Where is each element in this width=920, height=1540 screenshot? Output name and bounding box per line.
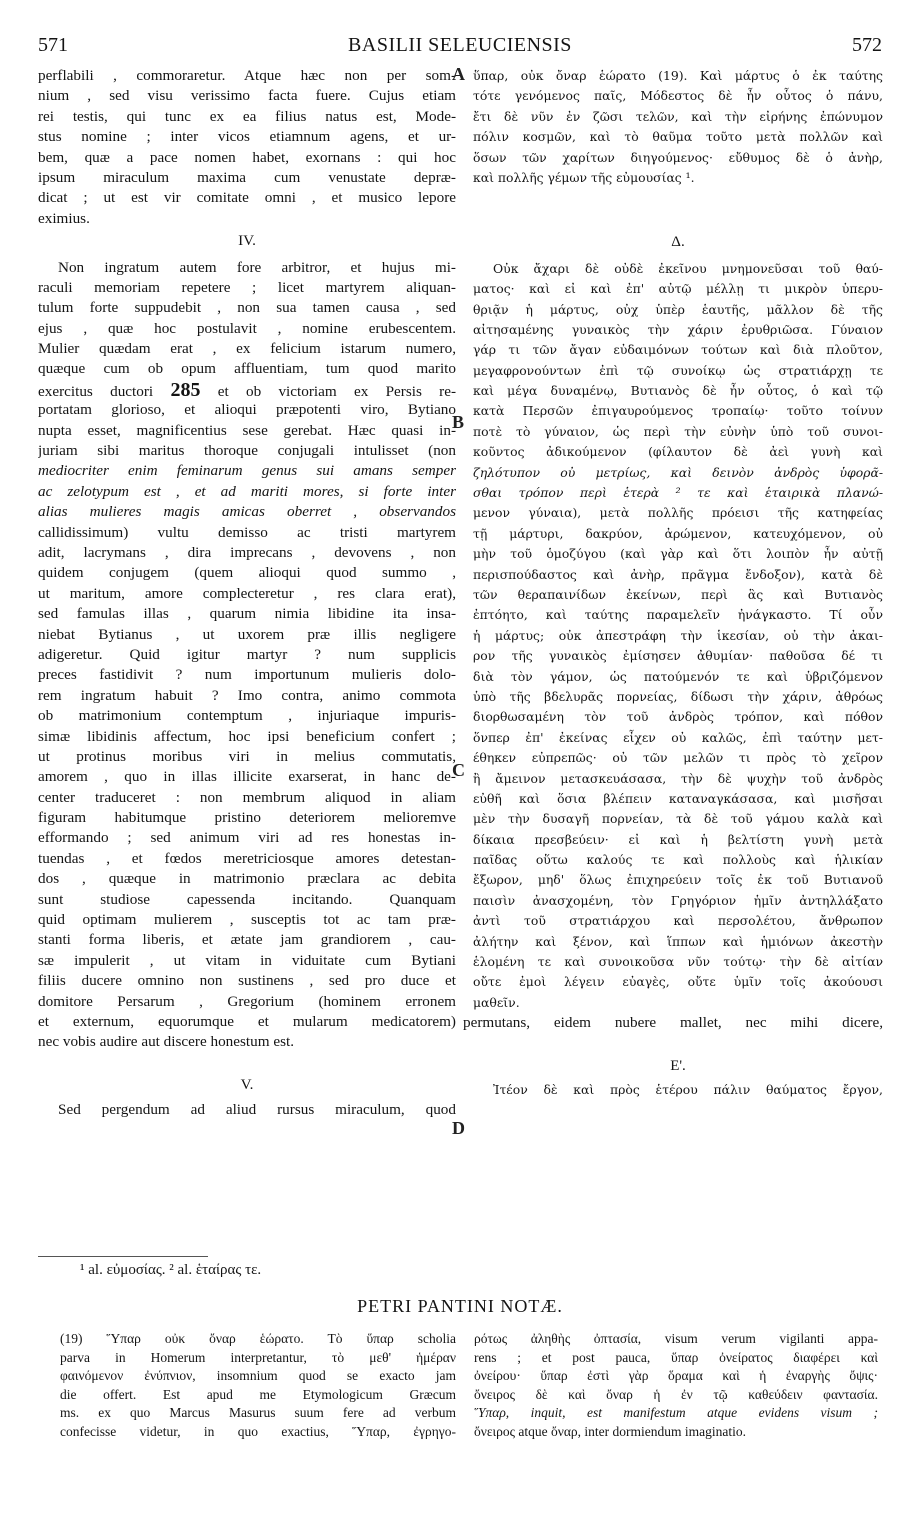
text-line: ἢ ἄμεινον μετασκευάσασα, τὴν δὲ ψυχὴν τοῦ ἀνδρὸς [473, 770, 883, 786]
text-line: αἰτησαμένης γυναικὸς τὴν χάριν ἐρυθριῶσα. Γύναιον [473, 321, 883, 337]
text-line: nupta esset, magnificentius sese gerebat. Hæc quasi in- [38, 421, 456, 439]
page-number-right: 572 [852, 34, 882, 56]
latin-column [38, 66, 456, 1120]
text-line-latin-continuation: permutans, eidem nubere mallet, nec mihi dicere, [463, 1014, 883, 1032]
text-line: ac zelotypum est , et ad mariti mores, si forte inter [38, 482, 456, 500]
text-line: ζηλότυπον οὐ μετρίως, καὶ δεινὸν ἀνδρὸς ὑφορᾶ- [473, 464, 883, 480]
latin-paragraph-1 [38, 66, 456, 229]
text-line: et externum, equorumque et mularum medicatorem) [38, 1012, 456, 1030]
text-line: Sed pergendum ad aliud rursus miraculum, quod [58, 1100, 456, 1118]
notes-title: PETRI PANTINI NOTÆ. [357, 1296, 563, 1316]
text-line: έθηκεν εὐπρεπῶς· οὐ τῶν μελῶν τι πρὸς τὸ χεῖρον [473, 750, 883, 766]
text-line: τῇ μάρτυρι, δακρύον, ἀρώμενον, κατευχόμενον, οὐ [473, 525, 883, 541]
greek-column [463, 66, 883, 1100]
text-line: efformando ; sed animum viri ad res honestas in- [38, 829, 456, 847]
text-line: περισπούδαστος καὶ ἀνὴρ, πρᾶγμα ἔνδοξον), κατὰ δὲ [473, 566, 883, 582]
inline-page-number: 285 [170, 379, 201, 401]
section-heading-v: V. [240, 1076, 254, 1094]
text-line: tulum forte suppudebit , non sua tamen causa , sed [38, 299, 456, 317]
text-line: stus nomine ; inter vicos etiamnum agens, et ur- [38, 128, 456, 146]
text-line: μεγαφρονούντων ἐπὶ τῷ συνοίκῳ ὡς στρατιάρχῃ τε [473, 362, 883, 378]
text-line: πόλιν κοσμῶν, καὶ τὸ θαῦμα τοῦτο μετὰ πολλῶν καὶ [473, 129, 883, 145]
text-line: portatam glorioso, et alioqui præpotenti viro, Bytiano [38, 401, 456, 419]
text-line: παῖδας οὕτω καλούς τε καὶ πολλοὺς καὶ ἡλικίαν [473, 852, 883, 868]
greek-paragraph-1 [473, 66, 883, 188]
text-line: ρον τῆς γυναικὸς ἐμίσησεν ἀθυμίαν· παθοῦσα δέ τι [473, 648, 883, 664]
note-line: parva in Homerum interpretantur, τὸ μεθ' ἡμέραν [60, 1349, 456, 1365]
text-line: adit, lacrymans , dira imprecans , devovens , non [38, 543, 456, 561]
running-title: BASILII SELEUCIENSIS [348, 34, 572, 56]
notes-left-column [60, 1330, 456, 1442]
note-line: ρότως ἀληθὴς ὀπτασία, visum verum vigilanti appa- [474, 1331, 878, 1346]
text-line [38, 380, 456, 400]
text-line: καὶ πολλῆς γέμων τῆς εὐμουσίας ¹. [473, 169, 695, 185]
text-line: θριᾷν ἡ μάρτυς, οὐχ ὑπὲρ ἑαυτῆς, μᾶλλον δὲ τῆς [473, 301, 883, 317]
text-line: simæ libidinis affectum, hoc ipsi beneficium confert ; [38, 727, 456, 745]
page-header [38, 34, 882, 62]
text-line: ἔτι δὲ νῦν ἐν ζῶσι τελῶν, καὶ τὴν εἰρήνης ἐπώνυμον [473, 108, 883, 124]
text-line: μὴν τοῦ ὁμοζύγου (καὶ γὰρ καὶ ὅτι λοιπὸν ἦν αὐτῇ [473, 546, 883, 562]
text-line: ὅνπερ ἐπ' ἐκείνας εἶχεν οὐ καλῶς, ἐπὶ ταύτην μετ- [473, 729, 883, 745]
text-line: κοῦντος ἀδικούμενον (φίλαυτον δὲ ἀεὶ γυνὴ καὶ [473, 444, 883, 460]
text-line: Οὐκ ἄχαρι δὲ οὐδὲ ἐκεῖνου μνημονεῦσαι τοῦ θαύ- [493, 260, 883, 276]
text-line: ipsum miraculum maxima cum venustate depræ- [38, 168, 456, 186]
text-line: ἑλομένη τε καὶ συνοικοῦσα νῦν τούτῳ· τὴν δὲ αἰτίαν [473, 954, 883, 970]
text-line: ejus , quæ hoc postulavit , nomine erubescentem. [38, 319, 456, 337]
text-line: ἀντὶ τοῦ στρατιάρχου καὶ περσολέτου, ἄνθρωπον [473, 913, 883, 929]
text-line: μαθεῖν. [473, 994, 520, 1010]
text-line: ἐπτόητο, καὶ ταύτης παραμελεῖν ἠνάγκαστο. Τί οὖν [473, 607, 883, 623]
text-line: amorem , quo in illas illicite exarserat, in hanc de- [38, 768, 456, 786]
text-line: ὅσων τῶν χαρίτων διηγούμενος· εὔθυμος δὲ ὁ ἀνὴρ, [473, 149, 883, 165]
text-line: Ἰτέον δὲ καὶ πρὸς ἑτέρου πάλιν θαύματος ἔργον, [493, 1081, 883, 1097]
text-line: ὑπὸ τῆς βδελυρᾶς πορνείας, δίδωσι τὴν χάριν, ἀθρόως [473, 688, 883, 704]
note-line: Ὕπαρ, inquit, est manifestum atque evidens visum ; [474, 1405, 878, 1421]
section-heading-iv: IV. [238, 232, 256, 250]
text-line: διὰ τὸν γάμον, ὡς πατούμενόν τε καὶ ὑβριζόμενον [473, 668, 883, 684]
text-line: σθαι τρόπον περὶ ἑτερὰ ² τε καὶ ἑταιρικὰ πλανώ- [473, 485, 883, 501]
text-line: quidem conjugem (quem alioqui quod summo , [38, 564, 456, 582]
notes-right-column [474, 1330, 878, 1442]
note-line: ὀνείρου· ὕπαρ ἐστὶ γὰρ ὅραμα καὶ ἡ ἐναργὴς ὄψις· [474, 1368, 878, 1384]
text-line: eximius. [38, 209, 90, 227]
text-line: εὐθῆ καὶ ὅσια βλέπειν καταναγκάσασα, καὶ μισῆσαι [473, 790, 883, 806]
text-line: ποτὲ τὸ γύναιον, ὡς περὶ τὴν εὐνὴν ὑπὸ τοῦ συνοι- [473, 423, 883, 439]
text-line: rem ingratum habuit ? Imo contra, animo commota [38, 686, 456, 704]
note-line: die offert. Est apud me Etymologicum Græcum [60, 1386, 456, 1402]
note-line: rens ; et post pauca, ὕπαρ ὀνείρατος διαφέρει καὶ [474, 1349, 878, 1365]
margin-marker-c: C [452, 760, 465, 780]
text-line: filiis ducere omnino non sustinens , sed pro duce et [38, 972, 456, 990]
text-line: preces fastidivit ? num importunum mulieris dolo- [38, 666, 456, 684]
text-line: juriam sibi maritus thoroque conjugali intulisset (non [38, 442, 456, 460]
text-line: callidissimum) vultu demisso ac tristi martyrem [38, 523, 456, 541]
page-number-left: 571 [38, 34, 68, 56]
text-line: Mulier quædam erat , ex felicium istarum numero, [38, 340, 456, 358]
note-line: (19) Ὕπαρ οὐκ ὄναρ ἑώρατο. Τὸ ὕπαρ scholia [60, 1331, 456, 1346]
latin-paragraph-2 [38, 258, 456, 1074]
text-line: figuram habitumque pristino deteriorem melioremve [38, 809, 456, 827]
footnote-separator [38, 1256, 208, 1257]
text-line: sunt studiose capessenda incitando. Quanquam [38, 890, 456, 908]
text-line: dicat ; ut est vir comitate omni , et musico lepore [38, 189, 456, 207]
section-heading-delta: Δ. [671, 234, 685, 251]
text-line: sed famulas illas , quarum nimia libidine ita insa- [38, 605, 456, 623]
text-line: γάρ τι τῶν ἄγαν εὐδαιμόνων τούτων καὶ διὰ πλοῦτον, [473, 342, 883, 358]
text-line: stanti forma liberis, et ætate jam grandiorem , cau- [38, 931, 456, 949]
text-line: Non ingratum autem fore arbitror, et hujus mi- [58, 258, 456, 276]
text-line: κατὰ Περσῶν ἐπιγαυρούμενος τροπαίῳ· τοῦτο τοίνυν [473, 403, 883, 419]
note-line: ὄνειρος atque ὄναρ, inter dormiendum imaginatio. [474, 1423, 746, 1439]
text-line: μενον γύναια), μετὰ πολλῆς πρόεισι τῆς κατηφείας [473, 505, 883, 521]
text-line: διορθωσαμένη τὸν τοῦ ἀνδρὸς τρόπον, καὶ πόθον [473, 709, 883, 725]
text-line: domitore Persarum , Gregorium (hominem erronem [38, 992, 456, 1010]
text-line: raculi memoriam repetere ; licet martyrem aliquan- [38, 278, 456, 296]
text-fragment: et ob victoriam ex Persis re- [217, 382, 456, 400]
text-line: ὕπαρ, οὐκ ὄναρ ἑώρατο (19). Καὶ μάρτυς ὁ ἐκ ταύτης [473, 68, 883, 83]
note-line: ὄνειρος δὲ καὶ ὄναρ ἡ ἐν τῷ καθεύδειν φαντασία. [474, 1386, 878, 1402]
text-line [38, 1053, 456, 1073]
text-line: quid optimam mulierem , susceptis tot ac tam præ- [38, 911, 456, 929]
text-line: καὶ μέγα δυναμένῳ, Βυτιανὸς δὲ ἦν οὗτος, ὁ καὶ τῷ [473, 383, 883, 399]
text-line: nec vobis audire aut discere honestum est. [38, 1033, 294, 1051]
text-line: mediocriter enim feminarum genus sui amans semper [38, 462, 456, 480]
text-line: nium , sed visu verissimo facta fuere. Cujus etiam [38, 87, 456, 105]
text-line: δίκαια πρεσβεύειν· εἰ καὶ ἡ βελτίστη γυνὴ μετὰ [473, 831, 883, 847]
note-line: ms. ex quo Marcus Masurus suum fere ad verbum [60, 1405, 456, 1421]
text-line: adigeretur. Quid igitur martyr ? num supplicis [38, 645, 456, 663]
text-line: center traduceret : non membrum aliquod in aliam [38, 788, 456, 806]
greek-paragraph-2 [473, 259, 883, 1013]
text-line: rei testis, qui tunc ex ea filius natus est, Mode- [38, 107, 456, 125]
text-line: τῶν θεραπαινίδων ἐκείνων, περὶ ἃς καὶ Βυτιανὸς [473, 586, 883, 602]
text-line: ἡ μάρτυς; οὐκ ἀπεστράφη τὴν ἱκεσίαν, οὐ τὴν ἀκαι- [473, 627, 883, 643]
margin-marker-a: A [452, 64, 465, 84]
section-heading-epsilon: Ε'. [670, 1057, 686, 1074]
footnotes: ¹ al. εὐμοσίας. ² al. ἑταίρας τε. [80, 1262, 262, 1278]
note-line: confecisse videtur, in quo exactius, Ὕπαρ, ἐγρηγο- [60, 1423, 456, 1439]
text-line: perflabili , commoraretur. Atque hæc non per som- [38, 67, 456, 84]
text-line: παισὶν ἀνασχομένη, τὸν Γρηγόριον ἡμῖν ἀντηλλάξατο [473, 892, 883, 908]
text-line: ἀλήτην καὶ ξένον, καὶ ἵππων καὶ ἡμιόνων ἀκεστὴν [473, 933, 883, 949]
text-line: ἔξωρον, μηδ' ὅλως ἐπιχηρεύειν τοῖς ἐκ τοῦ Βυτιανοῦ [473, 872, 883, 888]
text-fragment: exercitus ductori [38, 382, 154, 400]
text-line: dos , quæque in matrimonio præclara ac debita [38, 870, 456, 888]
margin-marker-b: B [452, 412, 465, 432]
text-line: bem, quæ a pace nomen habet, exornans : qui hoc [38, 148, 456, 166]
text-line: niebat Bytianus , ut uxorem præ illis negligere [38, 625, 456, 643]
text-line: μὲν τὴν δυσαγῆ πορνείαν, τὰ δὲ τοῦ γάμου καλὰ καὶ [473, 811, 883, 827]
text-line: ut protinus moribus viri in melius commutatis, [38, 747, 456, 765]
text-line: alias mulieres magis amicas oberret , observandos [38, 503, 456, 521]
note-line: φαινόμενον ἐνύπνιον, insomnium quod se exacto jam [60, 1368, 456, 1384]
margin-marker-d: D [452, 1118, 465, 1138]
text-line: quæque cum ob opum affluentiam, tum quod marito [38, 360, 456, 378]
text-line: οὔτε ἐμοὶ λέγειν εὐαγὲς, οὔτε ὑμῖν τοῖς ἀκούουσι [473, 974, 883, 990]
text-line: ματος· καὶ εἰ καὶ ἐπ' αὐτῷ μέλλῃ τι μικρὸν ὑπερυ- [473, 281, 883, 297]
text-line: ob matrimonium contemptum , injuriaque impuris- [38, 707, 456, 725]
text-line: tuendas , et fœdos meretriciosque amores detestan- [38, 849, 456, 867]
text-line: τότε γενόμενος παῖς, Μόδεστος δὲ ἦν οὗτος ὁ πάνυ, [473, 88, 883, 104]
text-line: ut maritum, amore complecteretur , res clara erat), [38, 584, 456, 602]
text-line: sæ impulerit , ut vitam in viduitate cum Bytiani [38, 951, 456, 969]
